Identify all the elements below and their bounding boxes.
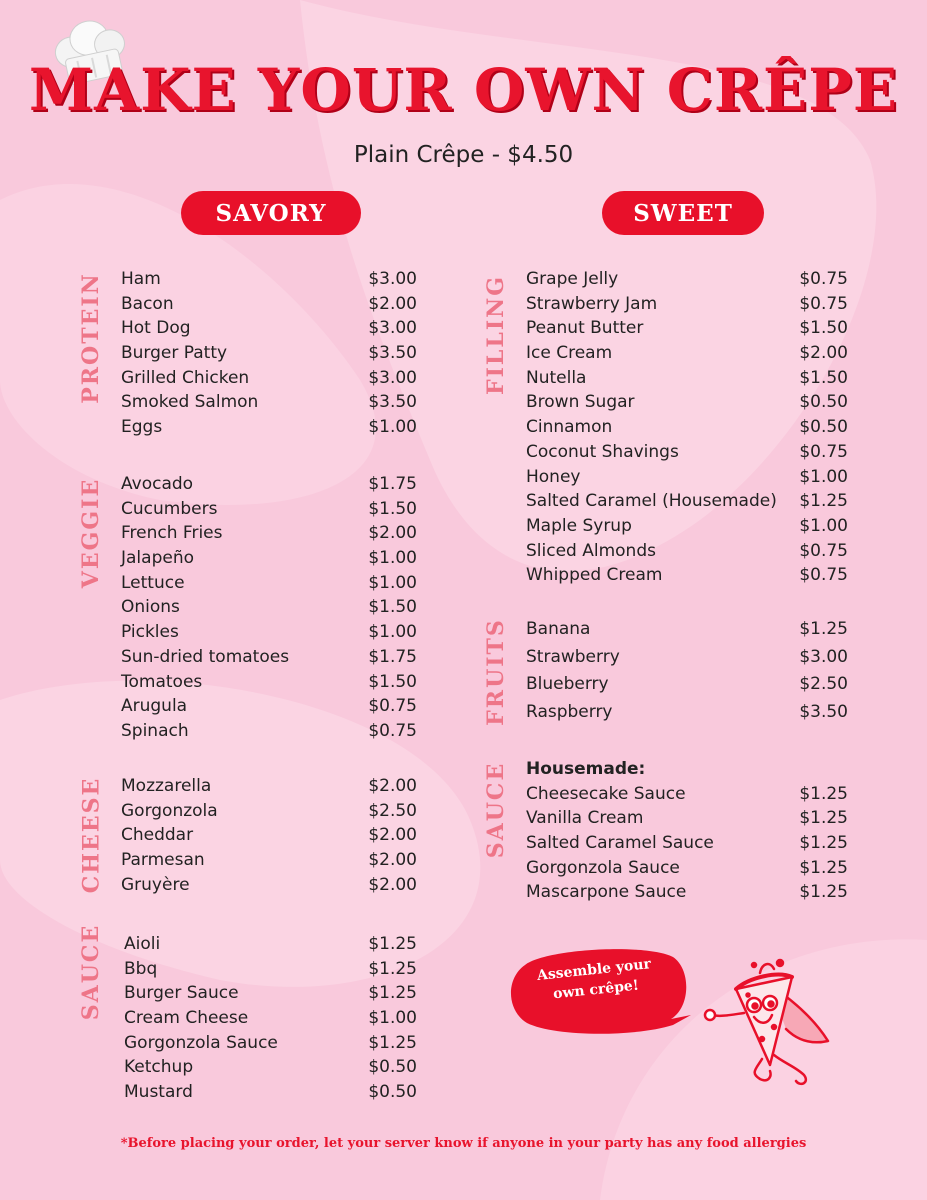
menu-item: Aioli $1.25 — [124, 934, 417, 954]
menu-item: Mustard $0.50 — [124, 1082, 417, 1103]
menu-item: Nutella $1.50 — [526, 367, 848, 388]
menu-item: Arugula $0.75 — [121, 696, 417, 717]
veggie-section-label: VEGGIE — [78, 477, 105, 589]
menu-item: Ice Cream $2.00 — [526, 343, 848, 364]
speech-bubble-text: Assemble your own crêpe! — [536, 956, 652, 1003]
menu-item: Maple Syrup $1.00 — [526, 515, 848, 536]
filling-section-label: FILLING — [483, 274, 510, 396]
menu-item: Coconut Shavings $0.75 — [526, 441, 848, 462]
menu-item: Vanilla Cream $1.25 — [526, 808, 848, 829]
menu-item: Grape Jelly $0.75 — [526, 269, 848, 289]
allergy-notice: *Before placing your order, let your server know if anyone in your party has any food allergies — [120, 1136, 807, 1151]
menu-title: MAKE YOUR OWN CRÊPE — [28, 56, 899, 124]
filling-list — [526, 267, 848, 588]
menu-item: Smoked Salmon $3.50 — [121, 392, 417, 413]
menu-item: Grilled Chicken $3.00 — [121, 367, 417, 388]
fruits-section-label: FRUITS — [483, 618, 510, 726]
menu-item: Parmesan $2.00 — [121, 850, 417, 871]
menu-item: Mascarpone Sauce $1.25 — [526, 882, 848, 903]
menu-item: Cucumbers $1.50 — [121, 498, 417, 519]
menu-item: Tomatoes $1.50 — [121, 671, 417, 692]
menu-item: Mozzarella $2.00 — [121, 776, 417, 796]
menu-item: Gorgonzola Sauce $1.25 — [124, 1032, 417, 1053]
sweet-sauce-list — [526, 757, 848, 905]
menu-item: Salted Caramel (Housemade) $1.25 — [526, 491, 848, 512]
menu-item: Burger Patty $3.50 — [121, 343, 417, 364]
menu-item: Hot Dog $3.00 — [121, 318, 417, 339]
protein-list — [121, 267, 417, 440]
menu-item: Cinnamon $0.50 — [526, 417, 848, 438]
protein-section-label: PROTEIN — [78, 272, 104, 404]
menu-item: Pickles $1.00 — [121, 622, 417, 643]
menu-item: Avocado $1.75 — [121, 474, 417, 494]
menu-item: Gorgonzola $2.50 — [121, 800, 417, 821]
menu-item: Salted Caramel Sauce $1.25 — [526, 833, 848, 854]
menu-item: Cream Cheese $1.00 — [124, 1008, 417, 1029]
cheese-list — [121, 774, 417, 897]
menu-item: Cheddar $2.00 — [121, 825, 417, 846]
housemade-heading: Housemade: — [526, 759, 646, 779]
menu-item: Sliced Almonds $0.75 — [526, 540, 848, 561]
menu-item: Banana $1.25 — [526, 619, 848, 639]
menu-item: Peanut Butter $1.50 — [526, 318, 848, 339]
sweet-header: SWEET — [602, 191, 764, 235]
savory-sauce-section-label: SAUCE — [78, 923, 105, 1021]
menu-item: Burger Sauce $1.25 — [124, 983, 417, 1004]
menu-item: Strawberry Jam $0.75 — [526, 293, 848, 314]
menu-item: Bbq $1.25 — [124, 958, 417, 979]
menu-item: Ham $3.00 — [121, 269, 417, 289]
fruits-list — [526, 616, 848, 727]
menu-item: Whipped Cream $0.75 — [526, 565, 848, 586]
crepe-mascot-icon — [700, 955, 840, 1095]
menu-item: French Fries $2.00 — [121, 523, 417, 544]
menu-item: Brown Sugar $0.50 — [526, 392, 848, 413]
savory-header: SAVORY — [181, 191, 361, 235]
menu-item: Raspberry $3.50 — [526, 702, 848, 723]
menu-item: Onions $1.50 — [121, 597, 417, 618]
menu-item: Gorgonzola Sauce $1.25 — [526, 857, 848, 878]
menu-item: Eggs $1.00 — [121, 417, 417, 438]
menu-item: Spinach $0.75 — [121, 720, 417, 741]
sweet-sauce-section-label: SAUCE — [483, 761, 510, 859]
menu-item: Cheesecake Sauce $1.25 — [526, 783, 848, 804]
menu-item: Gruyère $2.00 — [121, 874, 417, 895]
cheese-section-label: CHEESE — [78, 776, 104, 894]
menu-item: Strawberry $3.00 — [526, 646, 848, 667]
plain-crepe-price: Plain Crêpe - $4.50 — [353, 142, 574, 168]
menu-item: Blueberry $2.50 — [526, 674, 848, 695]
savory-sauce-list — [124, 932, 417, 1105]
menu-item: Ketchup $0.50 — [124, 1057, 417, 1078]
menu-item: Jalapeño $1.00 — [121, 548, 417, 569]
menu-item: Bacon $2.00 — [121, 293, 417, 314]
menu-item: Lettuce $1.00 — [121, 572, 417, 593]
veggie-list — [121, 472, 417, 744]
menu-item: Honey $1.00 — [526, 466, 848, 487]
menu-item: Sun-dried tomatoes $1.75 — [121, 646, 417, 667]
